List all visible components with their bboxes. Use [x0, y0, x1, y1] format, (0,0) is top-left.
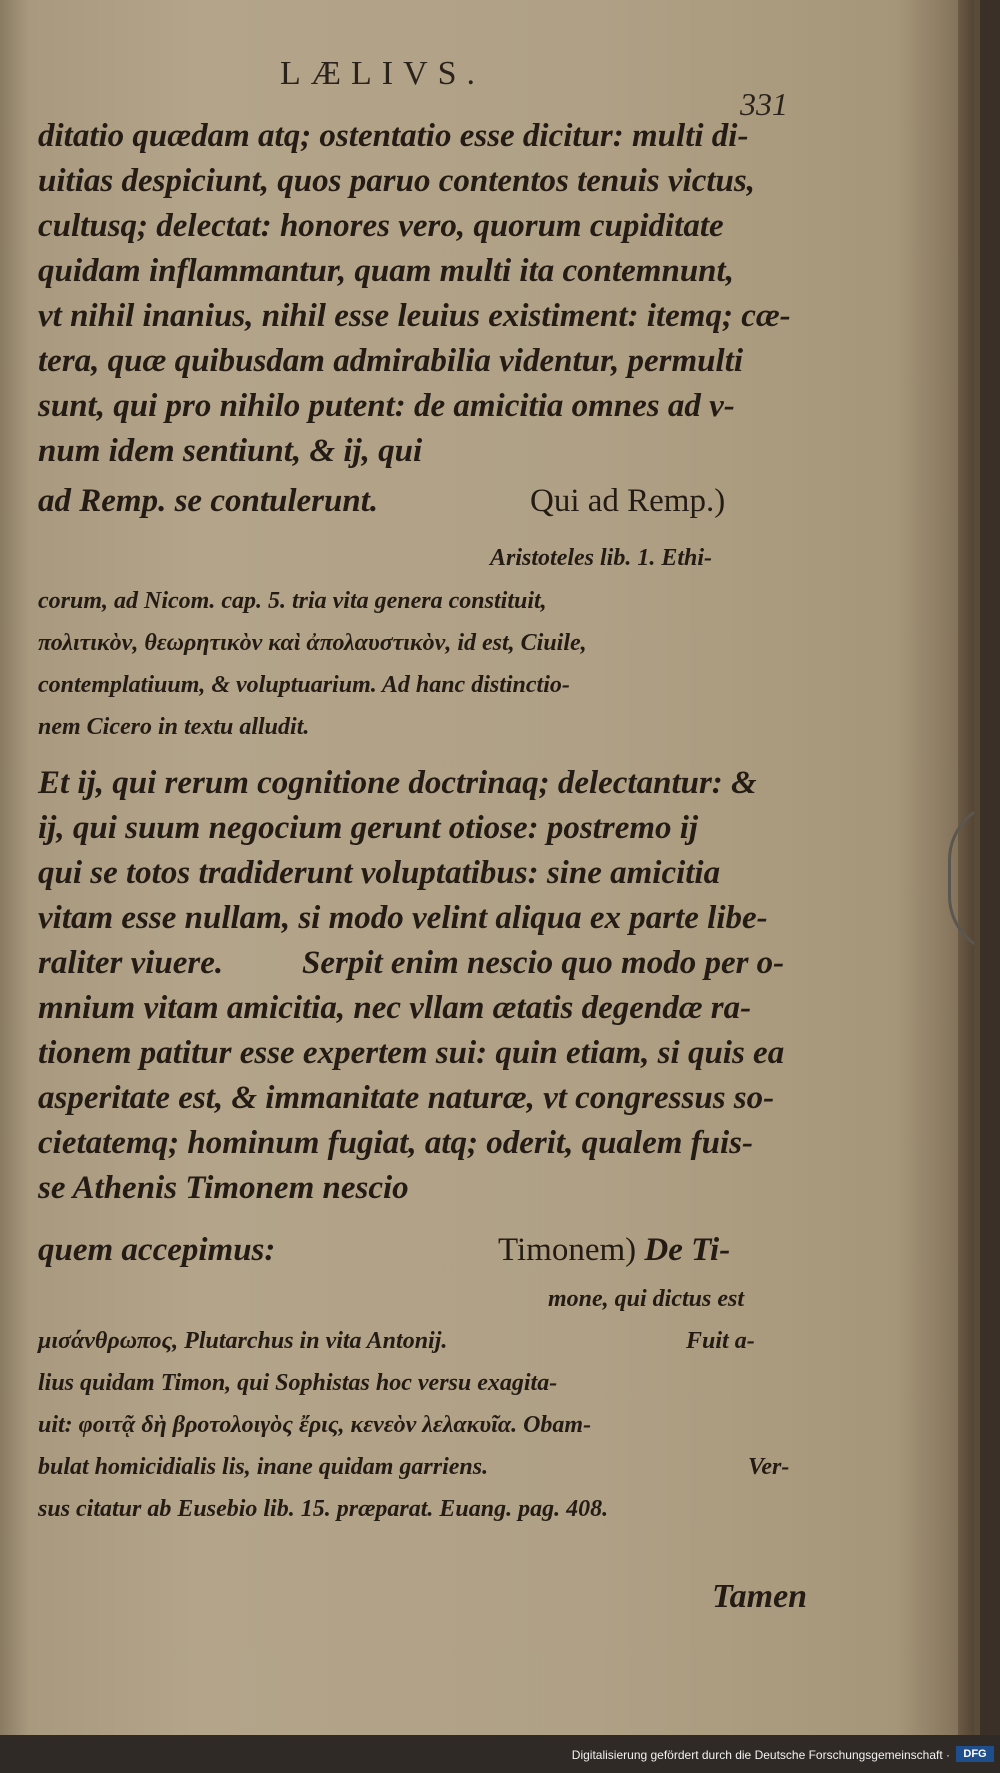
note-line: μισάνθρωπος, Plutarchus in vita Antonij. [38, 1328, 448, 1354]
text-line: cietatemq; hominum fugiat, atq; oderit, qualem fuis- [38, 1125, 754, 1161]
text-line: ditatio quædam atq; ostentatio esse dicitur: multi di- [38, 118, 749, 154]
marginal-lemma-2-word: Timonem) [498, 1232, 637, 1268]
running-head: LÆLIVS. [280, 55, 486, 92]
page-number: 331 [740, 86, 788, 122]
text-line: tera, quæ quibusdam admirabilia videntur, permulti [38, 343, 744, 379]
text-line: num idem sentiunt, & ij, qui [38, 433, 423, 469]
text-line: raliter viuere. [38, 945, 224, 981]
text-line: sunt, qui pro nihilo putent: de amicitia omnes ad v- [38, 388, 735, 424]
marginal-lemma-2-rest: De Ti- [644, 1232, 731, 1268]
text-line: Serpit enim nescio quo modo per o- [302, 945, 785, 981]
text-line: qui se totos tradiderunt voluptatibus: sine amicitia [38, 855, 721, 891]
text-line: quem accepimus: [38, 1232, 276, 1268]
catchword: Tamen [712, 1578, 808, 1615]
text-line: cultusq; delectat: honores vero, quorum cupiditate [38, 208, 724, 244]
note-line: sus citatur ab Eusebio lib. 15. præparat. Euang. pag. 408. [38, 1496, 609, 1522]
note-line: mone, qui dictus est [548, 1286, 745, 1312]
marginal-lemma-2 [498, 1232, 730, 1269]
text-line: Et ij, qui rerum cognitione doctrinaq; delectantur: & [38, 765, 757, 801]
note-line: bulat homicidialis lis, inane quidam garriens. [38, 1454, 489, 1480]
note-line: contemplatiuum, & voluptuarium. Ad hanc distinctio- [38, 672, 570, 698]
text-line: uitias despiciunt, quos paruo contentos tenuis victus, [38, 163, 755, 199]
text-line: ij, qui suum negocium gerunt otiose: postremo ij [38, 810, 699, 846]
note-line: corum, ad Nicom. cap. 5. tria vita genera constituit, [38, 588, 547, 614]
text-line: se Athenis Timonem nescio [38, 1170, 409, 1206]
dfg-logo: DFG [956, 1746, 994, 1762]
note-line: πολιτικὸν, θεωρητικὸν καὶ ἀπολαυστικὸν, id est, Ciuile, [38, 630, 587, 656]
footer-credit: Digitalisierung gefördert durch die Deutsche Forschungsgemeinschaft · [571, 1748, 950, 1762]
note-line: Aristoteles lib. 1. Ethi- [490, 545, 713, 571]
text-line: mnium vitam amicitia, nec vllam ætatis degendæ ra- [38, 990, 752, 1026]
note-line: Ver- [748, 1454, 790, 1480]
text-line: ad Remp. se contulerunt. [38, 483, 379, 519]
note-line: Fuit a- [686, 1328, 755, 1354]
page-clip [948, 800, 980, 956]
text-line: vt nihil inanius, nihil esse leuius existiment: itemq; cæ- [38, 298, 791, 334]
text-line: asperitate est, & immanitate naturæ, vt congressus so- [38, 1080, 775, 1116]
note-line: lius quidam Timon, qui Sophistas hoc versu exagita- [38, 1370, 558, 1396]
text-line: vitam esse nullam, si modo velint aliqua ex parte libe- [38, 900, 768, 936]
text-line: quidam inflammantur, quam multi ita contemnunt, [38, 253, 734, 289]
text-line: tionem patitur esse expertem sui: quin etiam, si quis ea [38, 1035, 785, 1071]
note-line: uit: φοιτᾷ δὴ βροτολοιγὸς ἔρις, κενεὸν λελακυῖα. Obam- [38, 1412, 592, 1438]
note-line: nem Cicero in textu alludit. [38, 714, 310, 740]
marginal-lemma-1: Qui ad Remp.) [530, 483, 726, 519]
